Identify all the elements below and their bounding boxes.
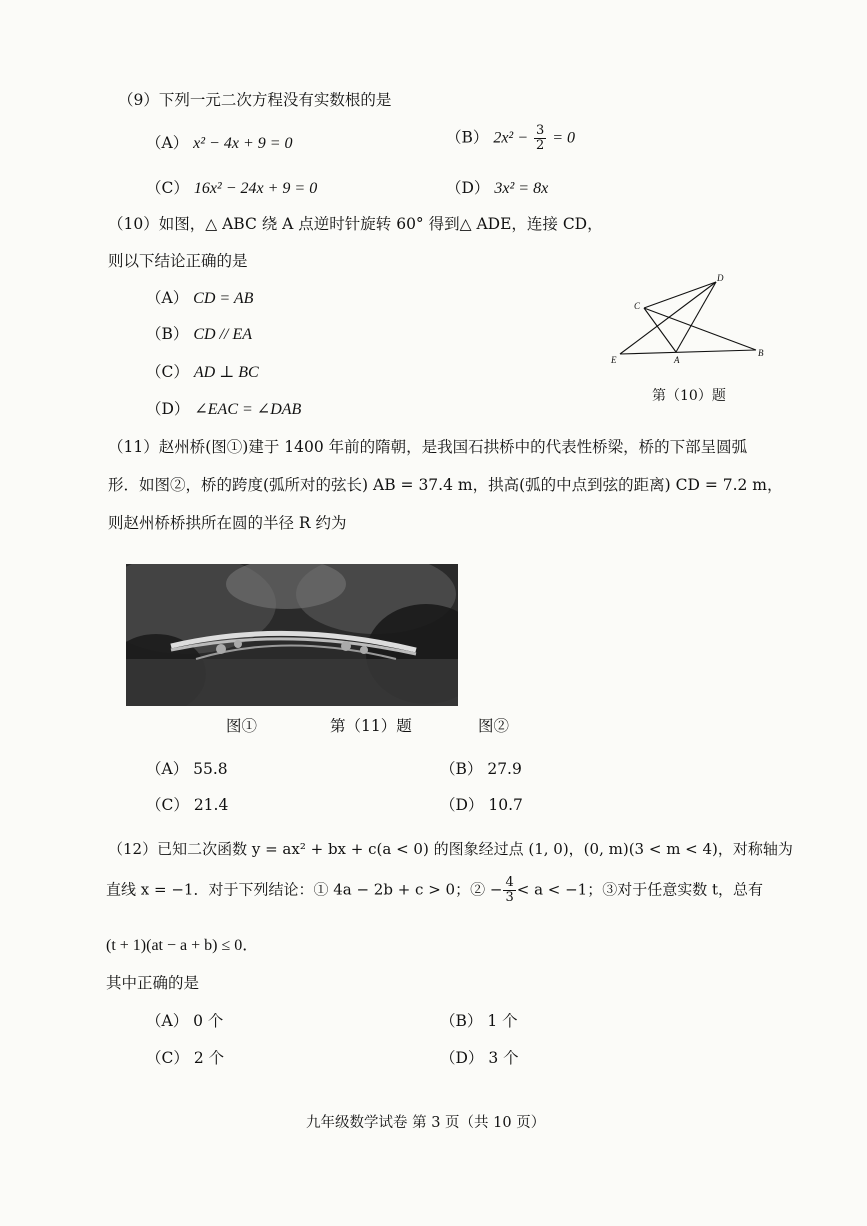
- q9-option-c[interactable]: [146, 176, 317, 198]
- option-value: 3 个: [488, 1049, 519, 1067]
- q12-line2-pre: 直线 x = −1．对于下列结论：① 4a − 2b + c > 0；② −: [106, 880, 503, 899]
- option-label: （A）: [146, 289, 189, 307]
- option-value: 27.9: [487, 760, 522, 778]
- option-value: 0 个: [193, 1012, 224, 1030]
- option-label: （D）: [146, 400, 190, 418]
- q11-option-c[interactable]: [146, 793, 228, 815]
- option-expr: ∠EAC = ∠DAB: [194, 401, 302, 418]
- segment-ca: [644, 308, 676, 352]
- option-expr-post: = 0: [552, 129, 575, 147]
- option-label: （D）: [440, 1049, 484, 1067]
- segment-cd: [644, 282, 716, 308]
- q11-figure2-label: 图②: [478, 717, 510, 735]
- q11-line1: （11）赵州桥(图①)建于 1400 年前的隋朝，是我国石拱桥中的代表性桥梁，桥的下部呈圆弧: [108, 438, 748, 456]
- option-expr: CD // EA: [193, 326, 252, 343]
- option-expr: CD = AB: [193, 290, 254, 307]
- option-label: （A）: [146, 134, 189, 152]
- q9-stem: （9）下列一元二次方程没有实数根的是: [118, 91, 392, 109]
- fraction: [503, 876, 515, 905]
- option-value: 21.4: [193, 796, 229, 814]
- q9-option-a[interactable]: [146, 131, 293, 153]
- fraction-numerator: 3: [535, 123, 545, 138]
- point-label-b: B: [758, 348, 764, 358]
- q12-option-b[interactable]: [440, 1009, 518, 1031]
- q11-option-b[interactable]: [440, 757, 522, 779]
- option-label: （B）: [440, 760, 483, 778]
- q11-line3: 则赵州桥桥拱所在圆的半径 R 约为: [108, 514, 347, 532]
- segment-de: [620, 282, 716, 354]
- q10-triangle-figure: [606, 272, 786, 368]
- option-label: （A）: [146, 760, 189, 778]
- fraction-denominator: 2: [535, 138, 545, 153]
- q11-figure1-label: 图①: [226, 717, 258, 735]
- q10-option-d[interactable]: [146, 397, 301, 419]
- fraction-denominator: 3: [505, 890, 514, 905]
- q10-option-c[interactable]: [146, 360, 259, 382]
- q11-option-d[interactable]: [440, 793, 523, 815]
- point-label-c: C: [634, 301, 641, 311]
- q10-stem-line2: 则以下结论正确的是: [108, 252, 248, 270]
- q12-line3: (t + 1)(at − a + b) ≤ 0．: [106, 937, 259, 954]
- fraction-numerator: 4: [505, 875, 514, 890]
- q10-figure-caption: 第（10）题: [652, 388, 726, 404]
- option-expr: 3x² = 8x: [494, 180, 549, 197]
- q11-line2: 形．如图②，桥的跨度(弧所对的弦长) AB = 37.4 m，拱高(弧的中点到弦的距离) CD = 7.2 m，: [108, 476, 783, 494]
- option-label: （C）: [146, 363, 189, 381]
- q12-option-c[interactable]: [146, 1046, 224, 1068]
- option-label: （D）: [446, 179, 490, 197]
- option-label: （A）: [146, 1012, 189, 1030]
- q12-option-a[interactable]: [146, 1009, 223, 1031]
- option-value: 1 个: [487, 1012, 518, 1030]
- bridge-illustration: [126, 564, 458, 706]
- option-label: （B）: [446, 128, 489, 147]
- segment-cb: [644, 308, 756, 350]
- q11-option-a[interactable]: [146, 757, 228, 779]
- option-label: （B）: [146, 325, 189, 343]
- option-expr: AD ⊥ BC: [193, 364, 259, 381]
- option-label: （C）: [146, 1049, 189, 1067]
- segment-da: [676, 282, 716, 352]
- option-label: （C）: [146, 796, 189, 814]
- option-value: 55.8: [193, 760, 228, 778]
- page-footer: 九年级数学试卷 第 3 页（共 10 页）: [306, 1115, 546, 1131]
- q12-line4: 其中正确的是: [106, 974, 200, 992]
- q10-stem-line1: （10）如图，△ ABC 绕 A 点逆时针旋转 60° 得到△ ADE，连接 CD，: [108, 215, 603, 233]
- point-label-e: E: [611, 355, 617, 365]
- option-label: （D）: [440, 796, 484, 814]
- option-label: （B）: [440, 1012, 483, 1030]
- q12-option-d[interactable]: [440, 1046, 519, 1068]
- option-expr-pre: 2x² −: [493, 129, 529, 147]
- zhaozhou-bridge-photo: [126, 564, 458, 706]
- option-value: 10.7: [488, 796, 523, 814]
- q12-line1: （12）已知二次函数 y = ax² + bx + c(a < 0) 的图象经过点 (1, 0)，(0, m)(3 < m < 4)，对称轴为: [108, 840, 793, 858]
- option-label: （C）: [146, 179, 189, 197]
- q9-option-b[interactable]: [446, 124, 575, 153]
- option-expr: x² − 4x + 9 = 0: [193, 135, 293, 152]
- q10-option-a[interactable]: [146, 286, 253, 308]
- segment-eb: [620, 350, 756, 354]
- option-expr: 16x² − 24x + 9 = 0: [193, 180, 318, 197]
- point-label-a: A: [674, 355, 680, 365]
- q12-line2-post: < a < −1；③对于任意实数 t，总有: [516, 880, 764, 899]
- option-value: 2 个: [193, 1049, 225, 1067]
- q11-figure-caption: 第（11）题: [330, 717, 412, 735]
- q10-option-b[interactable]: [146, 322, 252, 344]
- q12-line2: [106, 876, 763, 905]
- q9-option-d[interactable]: [446, 176, 548, 198]
- point-label-d: D: [717, 273, 724, 283]
- fraction: [534, 124, 546, 153]
